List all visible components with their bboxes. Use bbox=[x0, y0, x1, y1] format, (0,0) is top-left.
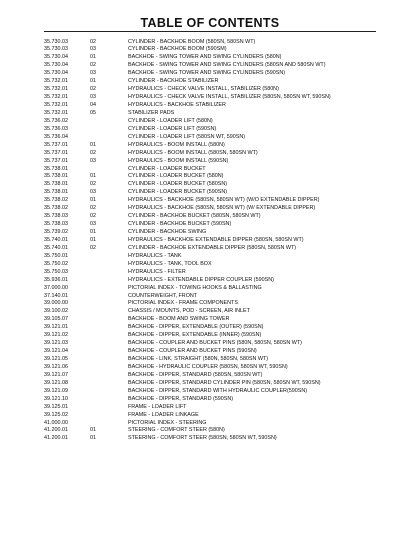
entry-title: BACKHOE - HYDRAULIC COUPLER (580SN, 580SN WT, 590SN) bbox=[128, 363, 288, 370]
section-number: 39.100.02 bbox=[44, 308, 68, 315]
contents-row bbox=[44, 293, 384, 301]
contents-row bbox=[44, 253, 384, 261]
contents-row bbox=[44, 189, 384, 197]
sub-number: 03 bbox=[90, 94, 96, 101]
contents-row bbox=[44, 356, 384, 364]
section-number: 35.750.01 bbox=[44, 252, 68, 259]
entry-title: BACKHOE - SWING TOWER AND SWING CYLINDERS (580N) bbox=[128, 54, 282, 61]
entry-title: HYDRAULICS - CHECK VALVE INSTALL, STABILIZER (580N) bbox=[128, 86, 279, 93]
contents-row bbox=[44, 94, 384, 102]
contents-row bbox=[44, 427, 384, 435]
entry-title: BACKHOE - DIPPER, EXTENDABLE (OUTER) (590SN) bbox=[128, 324, 264, 331]
section-number: 39.121.01 bbox=[44, 324, 68, 331]
entry-title: HYDRAULICS - TANK bbox=[128, 252, 182, 259]
contents-row bbox=[44, 126, 384, 134]
sub-number: 02 bbox=[90, 181, 96, 188]
entry-title: HYDRAULICS - BACKHOE (580SN, 580SN WT) (W/ EXTENDABLE DIPPER) bbox=[128, 205, 316, 212]
contents-row bbox=[44, 348, 384, 356]
contents-row bbox=[44, 150, 384, 158]
entry-title: BACKHOE - SWING TOWER AND SWING CYLINDERS (580SN AND 580SN WT) bbox=[128, 62, 326, 69]
page-title: TABLE OF CONTENTS bbox=[140, 16, 280, 30]
section-number: 35.732.01 bbox=[44, 94, 68, 101]
entry-title: PICTORIAL INDEX - TOWING HOOKS & BALLASTING bbox=[128, 284, 262, 291]
entry-title: CYLINDER - BACKHOE BUCKET (590SN) bbox=[128, 221, 232, 228]
contents-row bbox=[44, 46, 384, 54]
contents-row bbox=[44, 213, 384, 221]
entry-title: BACKHOE - DIPPER, STANDARD CYLINDER PIN (580SN, 580SN WT, 590SN) bbox=[128, 379, 321, 386]
contents-row bbox=[44, 245, 384, 253]
section-number: 35.730.04 bbox=[44, 54, 68, 61]
sub-number: 05 bbox=[90, 109, 96, 116]
entry-title: HYDRAULICS - TANK, TOOL BOX bbox=[128, 260, 212, 267]
entry-title: HYDRAULICS - BACKHOE STABILIZER bbox=[128, 102, 226, 108]
section-number: 35.740.01 bbox=[44, 244, 68, 251]
contents-list bbox=[44, 39, 384, 444]
contents-row bbox=[44, 396, 384, 404]
section-number: 35.737.01 bbox=[44, 141, 68, 148]
sub-number: 02 bbox=[90, 38, 96, 45]
entry-title: CYLINDER - LOADER LIFT (580SN WT, 590SN) bbox=[128, 133, 246, 140]
sub-number: 03 bbox=[90, 221, 96, 228]
contents-row bbox=[44, 237, 384, 245]
entry-title: HYDRAULICS - CHECK VALVE INSTALL, STABILIZER (580SN, 580SN WT, 590SN) bbox=[128, 94, 331, 101]
contents-row bbox=[44, 420, 384, 428]
entry-title: HYDRAULICS - FILTER bbox=[128, 268, 186, 275]
section-number: 39.121.10 bbox=[44, 395, 68, 402]
entry-title: HYDRAULICS - BOOM INSTALL (590SN) bbox=[128, 157, 229, 164]
sub-number: 02 bbox=[90, 244, 96, 251]
section-number: 35.738.02 bbox=[44, 197, 68, 204]
contents-row bbox=[44, 404, 384, 412]
contents-row bbox=[44, 324, 384, 332]
section-number: 39.121.02 bbox=[44, 332, 68, 339]
entry-title: FRAME - LOADER LIFT bbox=[128, 403, 187, 410]
section-number: 35.737.01 bbox=[44, 149, 68, 156]
section-number: 37.140.01 bbox=[44, 292, 68, 299]
section-number: 35.732.01 bbox=[44, 102, 68, 108]
section-number: 39.000.00 bbox=[44, 300, 68, 307]
entry-title: STEERING - COMFORT STEER (580SN, 580SN WT, 590SN) bbox=[128, 435, 277, 442]
section-number: 35.732.01 bbox=[44, 109, 68, 116]
entry-title: BACKHOE - SWING TOWER AND SWING CYLINDERS (590SN) bbox=[128, 70, 286, 77]
entry-title: BACKHOE - COUPLER AND BUCKET PINS (580N, 580SN, 580SN WT) bbox=[128, 340, 302, 347]
contents-row bbox=[44, 78, 384, 86]
section-number: 35.738.01 bbox=[44, 165, 68, 172]
entry-title: CYLINDER - LOADER BUCKET (580SN) bbox=[128, 181, 228, 188]
sub-number: 01 bbox=[90, 78, 96, 85]
entry-title: FRAME - LOADER LINKAGE bbox=[128, 411, 199, 418]
entry-title: BACKHOE - BOOM AND SWING TOWER bbox=[128, 316, 230, 323]
section-number: 41.000.00 bbox=[44, 419, 68, 426]
sub-number: 01 bbox=[90, 54, 96, 61]
contents-row bbox=[44, 86, 384, 94]
entry-title: CYLINDER - BACKHOE STABILIZER bbox=[128, 78, 219, 85]
contents-row bbox=[44, 181, 384, 189]
section-number: 35.750.03 bbox=[44, 268, 68, 275]
sub-number: 02 bbox=[90, 86, 96, 93]
section-number: 35.738.03 bbox=[44, 221, 68, 228]
section-number: 39.121.06 bbox=[44, 363, 68, 370]
section-number: 39.105.07 bbox=[44, 316, 68, 323]
section-number: 35.730.03 bbox=[44, 38, 68, 45]
sub-number: 04 bbox=[90, 102, 96, 108]
entry-title: HYDRAULICS - BACKHOE (580SN, 580SN WT) (W/O EXTENDABLE DIPPER) bbox=[128, 197, 320, 204]
entry-title: BACKHOE - DIPPER, STANDARD (580SN, 580SN WT) bbox=[128, 371, 263, 378]
entry-title: COUNTERWEIGHT, FRONT bbox=[128, 292, 198, 299]
contents-row bbox=[44, 221, 384, 229]
contents-row bbox=[44, 39, 384, 47]
entry-title: HYDRAULICS - BOOM INSTALL (580N) bbox=[128, 141, 225, 148]
contents-row bbox=[44, 102, 384, 110]
entry-title: HYDRAULICS - BOOM INSTALL (580SN, 580SN WT) bbox=[128, 149, 258, 156]
section-number: 39.121.08 bbox=[44, 379, 68, 386]
contents-row bbox=[44, 134, 384, 142]
entry-title: CYLINDER - BACKHOE SWING bbox=[128, 229, 207, 235]
entry-title: CYLINDER - BACKHOE BOOM (590SM) bbox=[128, 46, 227, 53]
section-number: 35.730.03 bbox=[44, 46, 68, 53]
entry-title: CYLINDER - LOADER LIFT (580N) bbox=[128, 117, 213, 124]
entry-title: STEERING - COMFORT STEER (580N) bbox=[128, 427, 225, 434]
section-number: 35.738.02 bbox=[44, 205, 68, 212]
entry-title: CYLINDER - LOADER BUCKET (580N) bbox=[128, 173, 224, 180]
entry-title: PICTORIAL INDEX - STEERING bbox=[128, 419, 207, 426]
sub-number: 01 bbox=[90, 173, 96, 180]
sub-number: 02 bbox=[90, 213, 96, 220]
section-number: 35.736.04 bbox=[44, 133, 68, 140]
section-number: 41.200.01 bbox=[44, 427, 68, 434]
contents-row bbox=[44, 173, 384, 181]
contents-row bbox=[44, 142, 384, 150]
contents-row bbox=[44, 340, 384, 348]
sub-number: 03 bbox=[90, 157, 96, 164]
section-number: 35.732.01 bbox=[44, 86, 68, 93]
sub-number: 03 bbox=[90, 189, 96, 196]
contents-row bbox=[44, 316, 384, 324]
contents-row bbox=[44, 158, 384, 166]
entry-title: BACKHOE - COUPLER AND BUCKET PINS (590SN) bbox=[128, 348, 257, 355]
sub-number: 02 bbox=[90, 62, 96, 69]
entry-title: HYDRAULICS - EXTENDABLE DIPPER COUPLER (590SN) bbox=[128, 276, 274, 283]
entry-title: BACKHOE - DIPPER, STANDARD WITH HYDRAULIC COUPLER(590SN) bbox=[128, 387, 308, 394]
contents-row bbox=[44, 277, 384, 285]
entry-title: CYLINDER - LOADER BUCKET bbox=[128, 165, 206, 172]
entry-title: BACKHOE - DIPPER, STANDARD (590SN) bbox=[128, 395, 234, 402]
contents-row bbox=[44, 261, 384, 269]
section-number: 35.730.04 bbox=[44, 70, 68, 77]
contents-row bbox=[44, 62, 384, 70]
section-number: 39.121.07 bbox=[44, 371, 68, 378]
sub-number: 02 bbox=[90, 205, 96, 212]
section-number: 39.125.02 bbox=[44, 411, 68, 418]
title-block bbox=[44, 16, 376, 32]
section-number: 35.732.01 bbox=[44, 78, 68, 85]
sub-number: 03 bbox=[90, 70, 96, 77]
contents-row bbox=[44, 70, 384, 78]
contents-row bbox=[44, 205, 384, 213]
section-number: 35.737.01 bbox=[44, 157, 68, 164]
sub-number: 01 bbox=[90, 141, 96, 148]
entry-title: STABILIZER PADS bbox=[128, 109, 175, 116]
contents-row bbox=[44, 372, 384, 380]
section-number: 39.121.04 bbox=[44, 348, 68, 355]
entry-title: PICTORIAL INDEX - FRAME COMPONENTS bbox=[128, 300, 238, 307]
section-number: 35.740.01 bbox=[44, 236, 68, 243]
contents-row bbox=[44, 229, 384, 237]
contents-row bbox=[44, 412, 384, 420]
section-number: 39.125.01 bbox=[44, 403, 68, 410]
section-number: 39.121.05 bbox=[44, 356, 68, 362]
sub-number: 03 bbox=[90, 46, 96, 53]
section-number: 39.121.03 bbox=[44, 340, 68, 347]
section-number: 35.738.01 bbox=[44, 181, 68, 188]
entry-title: CYLINDER - LOADER LIFT (590SN) bbox=[128, 125, 217, 132]
sub-number: 01 bbox=[90, 435, 96, 442]
section-number: 35.739.02 bbox=[44, 229, 68, 235]
contents-row bbox=[44, 380, 384, 388]
section-number: 35.738.03 bbox=[44, 213, 68, 220]
entry-title: CYLINDER - BACKHOE BUCKET (580SN, 580SN WT) bbox=[128, 213, 261, 220]
contents-row bbox=[44, 54, 384, 62]
entry-title: CYLINDER - LOADER BUCKET (590SN) bbox=[128, 189, 228, 196]
contents-row bbox=[44, 364, 384, 372]
contents-row bbox=[44, 118, 384, 126]
entry-title: HYDRAULICS - BACKHOE EXTENDABLE DIPPER (580SN, 580SN WT) bbox=[128, 236, 304, 243]
contents-row bbox=[44, 269, 384, 277]
section-number: 35.936.01 bbox=[44, 276, 68, 283]
section-number: 35.738.01 bbox=[44, 173, 68, 180]
contents-row bbox=[44, 332, 384, 340]
contents-row bbox=[44, 110, 384, 118]
contents-row bbox=[44, 435, 384, 443]
sub-number: 01 bbox=[90, 427, 96, 434]
entry-title: CYLINDER - BACKHOE EXTENDABLE DIPPER (580SN, 580SN WT) bbox=[128, 244, 297, 251]
contents-row bbox=[44, 388, 384, 396]
section-number: 35.738.01 bbox=[44, 189, 68, 196]
section-number: 35.736.02 bbox=[44, 117, 68, 124]
section-number: 35.736.03 bbox=[44, 125, 68, 132]
entry-title: BACKHOE - DIPPER, EXTENDABLE (INNER) (590SN) bbox=[128, 332, 262, 339]
section-number: 37.000.00 bbox=[44, 284, 68, 291]
section-number: 35.750.02 bbox=[44, 260, 68, 267]
entry-title: CHASSIS / MOUNTS, POD - SCREEN, AIR INLET bbox=[128, 308, 250, 315]
sub-number: 01 bbox=[90, 236, 96, 243]
contents-row bbox=[44, 166, 384, 174]
section-number: 41.200.01 bbox=[44, 435, 68, 442]
contents-row bbox=[44, 300, 384, 308]
entry-title: CYLINDER - BACKHOE BOOM (580SN, 580SN WT) bbox=[128, 38, 256, 45]
section-number: 39.121.09 bbox=[44, 387, 68, 394]
contents-row bbox=[44, 308, 384, 316]
sub-number: 01 bbox=[90, 197, 96, 204]
sub-number: 02 bbox=[90, 149, 96, 156]
sub-number: 01 bbox=[90, 229, 96, 235]
entry-title: BACKHOE - LINK, STRAIGHT (580N, 580SN, 580SN WT) bbox=[128, 356, 269, 362]
section-number: 35.730.04 bbox=[44, 62, 68, 69]
contents-row bbox=[44, 197, 384, 205]
contents-row bbox=[44, 285, 384, 293]
